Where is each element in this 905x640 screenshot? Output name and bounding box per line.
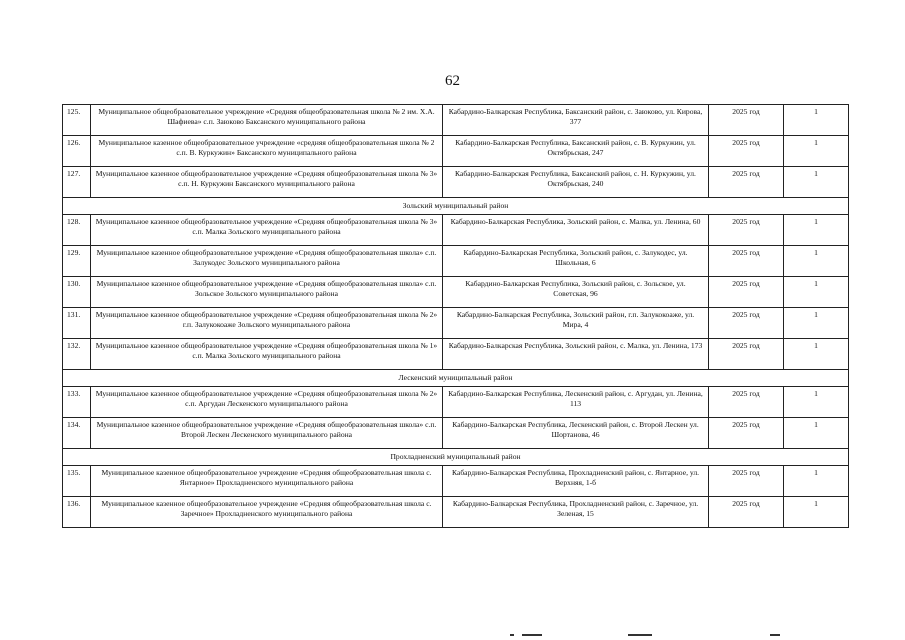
- row-number-cell: 127.: [63, 167, 91, 198]
- year-cell: 2025 год: [709, 339, 784, 370]
- year-cell: 2025 год: [709, 308, 784, 339]
- address-cell: Кабардино-Балкарская Республика, Прохладненский район, с. Заречное, ул. Зеленая, 15: [443, 497, 709, 528]
- row-number-cell: 126.: [63, 136, 91, 167]
- table-row: [63, 105, 849, 136]
- year-cell: 2025 год: [709, 497, 784, 528]
- row-number-cell: 134.: [63, 418, 91, 449]
- section-title: Зольский муниципальный район: [63, 198, 849, 215]
- quantity-cell: 1: [784, 308, 849, 339]
- institution-name-cell: Муниципальное казенное общеобразовательное учреждение «Средняя общеобразовательная школа» с.п. Второй Лескен Лескенского муниципального района: [91, 418, 443, 449]
- address-cell: Кабардино-Балкарская Республика, Лескенский район, с. Аргудан, ул. Ленина, 113: [443, 387, 709, 418]
- institution-name-cell: Муниципальное казенное общеобразовательное учреждение «Средняя общеобразовательная школа № 3» с.п. Малка Зольского муниципального района: [91, 215, 443, 246]
- quantity-cell: 1: [784, 136, 849, 167]
- schools-table-body: [63, 105, 849, 528]
- year-cell: 2025 год: [709, 167, 784, 198]
- row-number-cell: 130.: [63, 277, 91, 308]
- table-row: [63, 418, 849, 449]
- address-cell: Кабардино-Балкарская Республика, Лескенский район, с. Второй Лескен ул. Шортанова, 46: [443, 418, 709, 449]
- quantity-cell: 1: [784, 497, 849, 528]
- table-row: [63, 215, 849, 246]
- scan-artifacts: [0, 630, 905, 640]
- section-header-row: [63, 198, 849, 215]
- institution-name-cell: Муниципальное казенное общеобразовательное учреждение «Средняя общеобразовательная школа» с.п. Залукодес Зольского муниципального района: [91, 246, 443, 277]
- section-title: Прохладненский муниципальный район: [63, 449, 849, 466]
- year-cell: 2025 год: [709, 246, 784, 277]
- row-number-cell: 132.: [63, 339, 91, 370]
- quantity-cell: 1: [784, 246, 849, 277]
- quantity-cell: 1: [784, 339, 849, 370]
- table-row: [63, 387, 849, 418]
- row-number-cell: 125.: [63, 105, 91, 136]
- table-row: [63, 497, 849, 528]
- quantity-cell: 1: [784, 418, 849, 449]
- table-row: [63, 246, 849, 277]
- address-cell: Кабардино-Балкарская Республика, Зольский район, с. Малка, ул. Ленина, 60: [443, 215, 709, 246]
- year-cell: 2025 год: [709, 215, 784, 246]
- quantity-cell: 1: [784, 215, 849, 246]
- year-cell: 2025 год: [709, 418, 784, 449]
- address-cell: Кабардино-Балкарская Республика, Зольский район, с. Залукодес, ул. Школьная, 6: [443, 246, 709, 277]
- section-header-row: [63, 370, 849, 387]
- table-row: [63, 277, 849, 308]
- row-number-cell: 135.: [63, 466, 91, 497]
- schools-table: [62, 104, 849, 528]
- address-cell: Кабардино-Балкарская Республика, Зольский район, г.п. Залукокоаже, ул. Мира, 4: [443, 308, 709, 339]
- year-cell: 2025 год: [709, 387, 784, 418]
- table-row: [63, 466, 849, 497]
- section-header-row: [63, 449, 849, 466]
- quantity-cell: 1: [784, 387, 849, 418]
- quantity-cell: 1: [784, 466, 849, 497]
- year-cell: 2025 год: [709, 277, 784, 308]
- address-cell: Кабардино-Балкарская Республика, Прохладненский район, с. Янтарное, ул. Верхняя, 1-б: [443, 466, 709, 497]
- institution-name-cell: Муниципальное казенное общеобразовательное учреждение «Средняя общеобразовательная школа № 3» с.п. Н. Куркужин Баксанского муниципального района: [91, 167, 443, 198]
- table-row: [63, 136, 849, 167]
- row-number-cell: 131.: [63, 308, 91, 339]
- row-number-cell: 136.: [63, 497, 91, 528]
- institution-name-cell: Муниципальное казенное общеобразовательное учреждение «Средняя общеобразовательная школа с. Янтарное» Прохладненского муниципального района: [91, 466, 443, 497]
- institution-name-cell: Муниципальное казенное общеобразовательное учреждение «Средняя общеобразовательная школа» с.п. Зольское Зольского муниципального района: [91, 277, 443, 308]
- page-number: 62: [445, 73, 460, 89]
- institution-name-cell: Муниципальное казенное общеобразовательное учреждение «Средняя общеобразовательная школа с. Заречное» Прохладненского муниципального района: [91, 497, 443, 528]
- address-cell: Кабардино-Балкарская Республика, Зольский район, с. Малка, ул. Ленина, 173: [443, 339, 709, 370]
- institution-name-cell: Муниципальное казенное общеобразовательное учреждение «Средняя общеобразовательная школа № 2» г.п. Залукокоаже Зольского муниципального района: [91, 308, 443, 339]
- institution-name-cell: Муниципальное казенное общеобразовательное учреждение «средняя общеобразовательная школа № 2 с.п. В. Куркужин» Баксанского муниципального района: [91, 136, 443, 167]
- institution-name-cell: Муниципальное казенное общеобразовательное учреждение «Средняя общеобразовательная школа № 1» с.п. Малка Зольского муниципального района: [91, 339, 443, 370]
- row-number-cell: 129.: [63, 246, 91, 277]
- table-row: [63, 308, 849, 339]
- year-cell: 2025 год: [709, 466, 784, 497]
- address-cell: Кабардино-Балкарская Республика, Баксанский район, с. В. Куркужин, ул. Октябрьская, 247: [443, 136, 709, 167]
- row-number-cell: 128.: [63, 215, 91, 246]
- year-cell: 2025 год: [709, 136, 784, 167]
- year-cell: 2025 год: [709, 105, 784, 136]
- institution-name-cell: Муниципальное общеобразовательное учреждение «Средняя общеобразовательная школа № 2 им. Х.А. Шафиева» с.п. Заюково Баксанского муниципального района: [91, 105, 443, 136]
- quantity-cell: 1: [784, 167, 849, 198]
- table-row: [63, 339, 849, 370]
- quantity-cell: 1: [784, 105, 849, 136]
- table-row: [63, 167, 849, 198]
- quantity-cell: 1: [784, 277, 849, 308]
- institution-name-cell: Муниципальное казенное общеобразовательное учреждение «Средняя общеобразовательная школа № 2» с.п. Аргудан Лескенского муниципального района: [91, 387, 443, 418]
- address-cell: Кабардино-Балкарская Республика, Зольский район, с. Зольское, ул. Советская, 96: [443, 277, 709, 308]
- section-title: Лескенский муниципальный район: [63, 370, 849, 387]
- row-number-cell: 133.: [63, 387, 91, 418]
- address-cell: Кабардино-Балкарская Республика, Баксанский район, с. Заюково, ул. Кирова, 377: [443, 105, 709, 136]
- address-cell: Кабардино-Балкарская Республика, Баксанский район, с. Н. Куркужин, ул. Октябрьская, 240: [443, 167, 709, 198]
